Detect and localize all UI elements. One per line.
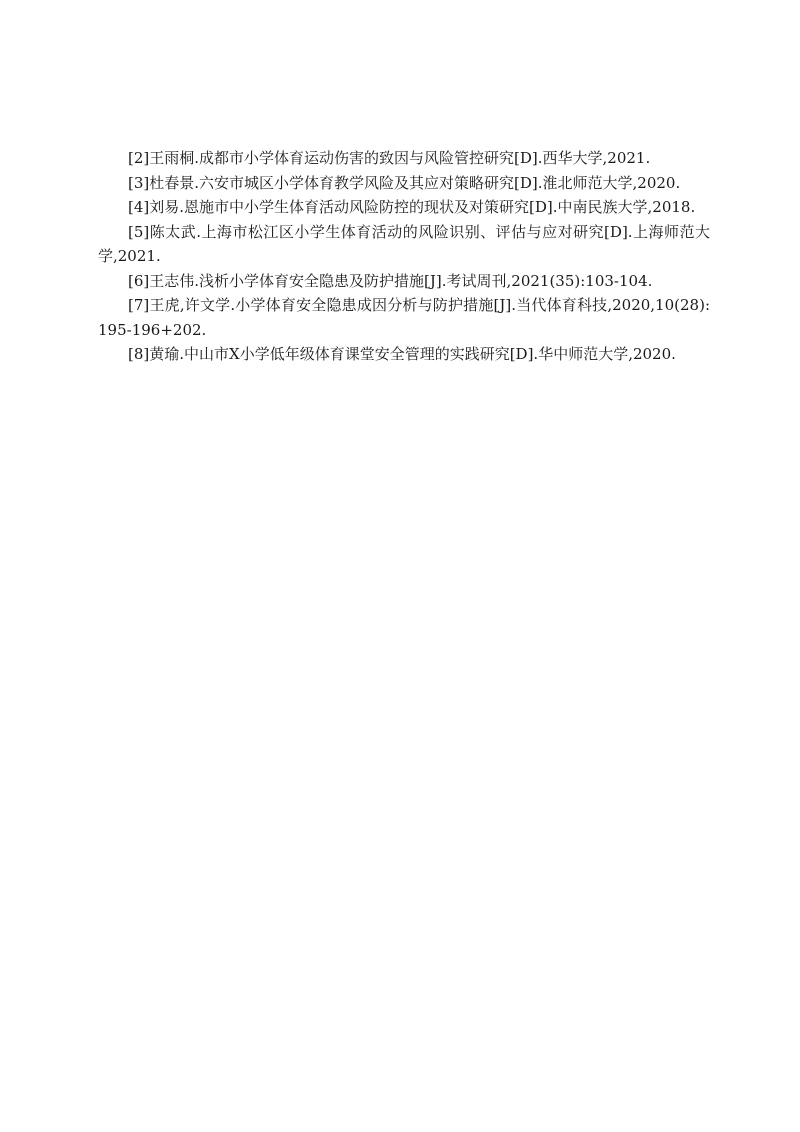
reference-item: [7]王虎,许文学.小学体育安全隐患成因分析与防护措施[J].当代体育科技,2020,10(28):195-196+202. — [98, 296, 710, 339]
reference-item: [5]陈太武.上海市松江区小学生体育活动的风险识别、评估与应对研究[D].上海师范大学,2021. — [98, 222, 710, 265]
reference-item: [8]黄瑜.中山市X小学低年级体育课堂安全管理的实践研究[D].华中师范大学,2020. — [128, 345, 676, 363]
reference-item: [6]王志伟.浅析小学体育安全隐患及防护措施[J].考试周刊,2021(35):103-104. — [128, 271, 653, 290]
reference-list — [98, 146, 710, 367]
reference-item: [4]刘易.恩施市中小学生体育活动风险防控的现状及对策研究[D].中南民族大学,2018. — [128, 198, 696, 216]
reference-item: [2]王雨桐.成都市小学体育运动伤害的致因与风险管控研究[D].西华大学,2021. — [128, 149, 651, 167]
reference-item: [3]杜春景.六安市城区小学体育教学风险及其应对策略研究[D].淮北师范大学,2020. — [128, 173, 681, 192]
